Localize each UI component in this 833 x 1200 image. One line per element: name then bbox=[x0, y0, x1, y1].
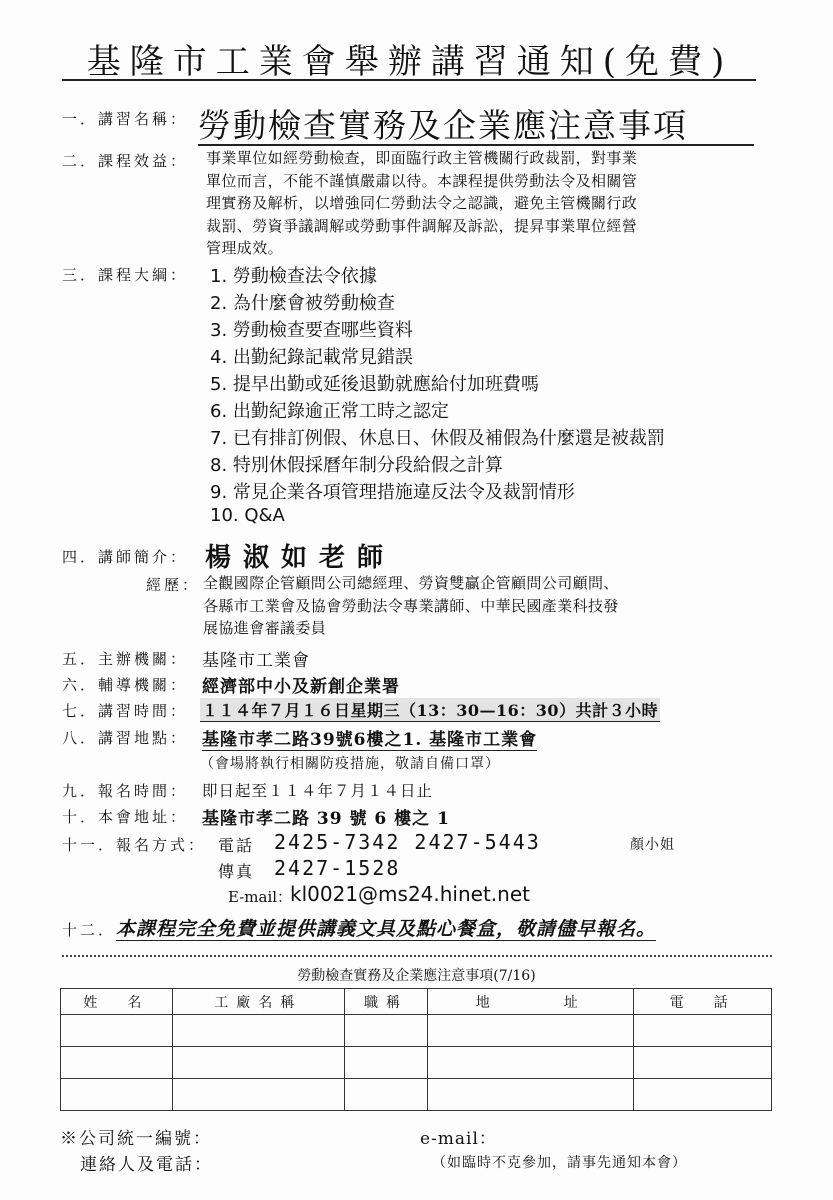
header-name: 姓 名 bbox=[61, 989, 173, 1015]
time-label: 七．講習時間： bbox=[62, 702, 189, 720]
course-name-underline bbox=[198, 144, 754, 146]
outline-item: 4. 出勤紀錄記載常見錯誤 bbox=[210, 347, 413, 368]
cell-input[interactable] bbox=[428, 1079, 634, 1111]
benefit-line: 事業單位如經勞動檢查，即面臨行政主管機關行政裁罰，對事業 bbox=[206, 149, 638, 167]
outline-item: 9. 常見企業各項管理措施違反法令及裁罰情形 bbox=[210, 482, 575, 503]
teacher-label: 四．講師簡介： bbox=[62, 548, 189, 566]
course-name: 勞動檢查實務及企業應注意事項 bbox=[198, 106, 688, 145]
outline-item: 8. 特別休假採曆年制分段給假之計算 bbox=[210, 455, 503, 476]
outline-item: 5. 提早出勤或延後退勤就應給付加班費嗎 bbox=[210, 374, 539, 395]
benefit-line: 單位而言，不能不謹慎嚴肅以待。本課程提供勞動法令及相關管 bbox=[206, 171, 638, 190]
tax-id-label: ※公司統一編號： bbox=[60, 1129, 212, 1149]
benefit-line: 裁罰、勞資爭議調解或勞動事件調解及訴訟，提昇事業單位經營 bbox=[206, 216, 638, 235]
benefit-text bbox=[206, 147, 766, 260]
header-factory: 工廠名稱 bbox=[172, 989, 344, 1015]
teacher-name: 楊淑如老師 bbox=[205, 543, 396, 573]
place-label: 八．講習地點： bbox=[62, 729, 189, 747]
cell-input[interactable] bbox=[61, 1015, 173, 1047]
outline-item: 7. 已有排訂例假、休息日、休假及補假為什麼還是被裁罰 bbox=[210, 428, 665, 449]
table-row bbox=[61, 1047, 772, 1079]
section-notice bbox=[62, 914, 656, 941]
experience-line: 全觀國際企管顧問公司總經理、勞資雙贏企管顧問公司顧問、 bbox=[203, 574, 619, 592]
fax-label: 傳真 bbox=[218, 862, 255, 881]
cell-input[interactable] bbox=[428, 1015, 634, 1047]
host-label: 五．主辦機關： bbox=[62, 650, 189, 668]
host-value: 基隆市工業會 bbox=[202, 651, 310, 671]
experience-line: 各縣市工業會及協會勞動法令專業講師、中華民國產業科技發 bbox=[203, 596, 619, 615]
cell-input[interactable] bbox=[172, 1079, 344, 1111]
phone-numbers: 2425-7342 2427-5443 bbox=[274, 830, 541, 854]
header-phone: 電 話 bbox=[634, 989, 772, 1015]
registration-table bbox=[60, 988, 772, 1111]
experience-line: 展協進會審議委員 bbox=[203, 619, 327, 637]
cell-input[interactable] bbox=[344, 1015, 428, 1047]
experience-label: 經歷： bbox=[146, 576, 201, 594]
form-title: 勞動檢查實務及企業應注意事項(7/16) bbox=[297, 968, 536, 984]
notice-text: 本課程完全免費並提供講義文具及點心餐盒，敬請儘早報名。 bbox=[116, 918, 657, 940]
page-title: 基隆市工業會舉辦講習通知(免費) bbox=[86, 42, 734, 82]
outline-item: 6. 出勤紀錄逾正常工時之認定 bbox=[210, 401, 449, 422]
cell-input[interactable] bbox=[344, 1079, 428, 1111]
form-note: （如臨時不克參加，請事先通知本會） bbox=[432, 1155, 687, 1171]
cell-input[interactable] bbox=[61, 1047, 173, 1079]
cell-input[interactable] bbox=[344, 1047, 428, 1079]
cell-input[interactable] bbox=[634, 1047, 772, 1079]
outline-item: 1. 勞動檢查法令依據 bbox=[210, 266, 377, 287]
place-note: （會場將執行相關防疫措施，敬請自備口罩） bbox=[200, 756, 500, 772]
email-address[interactable]: kl0021@ms24.hinet.net bbox=[290, 882, 530, 906]
contact-person: 顏小姐 bbox=[630, 837, 675, 853]
cell-input[interactable] bbox=[634, 1079, 772, 1111]
time-value: １１４年７月１６日星期三（13：30—16：30）共計３小時 bbox=[200, 698, 660, 722]
phone-label: 電話 bbox=[218, 836, 255, 855]
notice-label: 十二． bbox=[62, 921, 117, 939]
table-row bbox=[61, 1015, 772, 1047]
benefit-line: 管理成效。 bbox=[206, 239, 284, 257]
cell-input[interactable] bbox=[634, 1015, 772, 1047]
signup-time-label: 九．報名時間： bbox=[62, 782, 189, 800]
address-label: 十．本會地址： bbox=[62, 808, 189, 826]
outline-label: 三．課程大綱： bbox=[62, 266, 189, 284]
experience-text bbox=[203, 572, 783, 640]
course-name-label: 一．講習名稱： bbox=[62, 110, 189, 128]
table-row bbox=[61, 1079, 772, 1111]
form-email-label: e-mail： bbox=[420, 1129, 497, 1149]
email-label: E-mail： bbox=[228, 888, 293, 906]
fax-number: 2427-1528 bbox=[274, 856, 401, 880]
benefit-label: 二．課程效益： bbox=[62, 152, 189, 170]
cell-input[interactable] bbox=[172, 1015, 344, 1047]
cell-input[interactable] bbox=[61, 1079, 173, 1111]
title-underline bbox=[62, 79, 756, 81]
signup-time-value: 即日起至１１４年７月１４日止 bbox=[202, 782, 434, 800]
cut-line bbox=[62, 955, 772, 957]
place-value: 基隆市孝二路39號6樓之1. 基隆市工業會 bbox=[202, 725, 537, 751]
benefit-line: 理實務及解析，以增強同仁勞動法令之認識，避免主管機關行政 bbox=[206, 194, 638, 212]
cell-input[interactable] bbox=[428, 1047, 634, 1079]
header-address: 地 址 bbox=[428, 989, 634, 1015]
outline-item: 10. Q&A bbox=[210, 505, 285, 526]
address-value: 基隆市孝二路 39 號 6 樓之 1 bbox=[202, 809, 450, 829]
guide-label: 六．輔導機關： bbox=[62, 676, 189, 694]
cell-input[interactable] bbox=[172, 1047, 344, 1079]
header-position: 職稱 bbox=[344, 989, 428, 1015]
signup-label: 十一．報名方式： bbox=[62, 836, 207, 854]
outline-item: 2. 為什麼會被勞動檢查 bbox=[210, 293, 395, 314]
table-header-row bbox=[61, 989, 772, 1015]
contact-phone-label: 連絡人及電話： bbox=[80, 1155, 213, 1175]
guide-value: 經濟部中小及新創企業署 bbox=[202, 677, 400, 697]
outline-item: 3. 勞動檢查要查哪些資料 bbox=[210, 320, 413, 341]
